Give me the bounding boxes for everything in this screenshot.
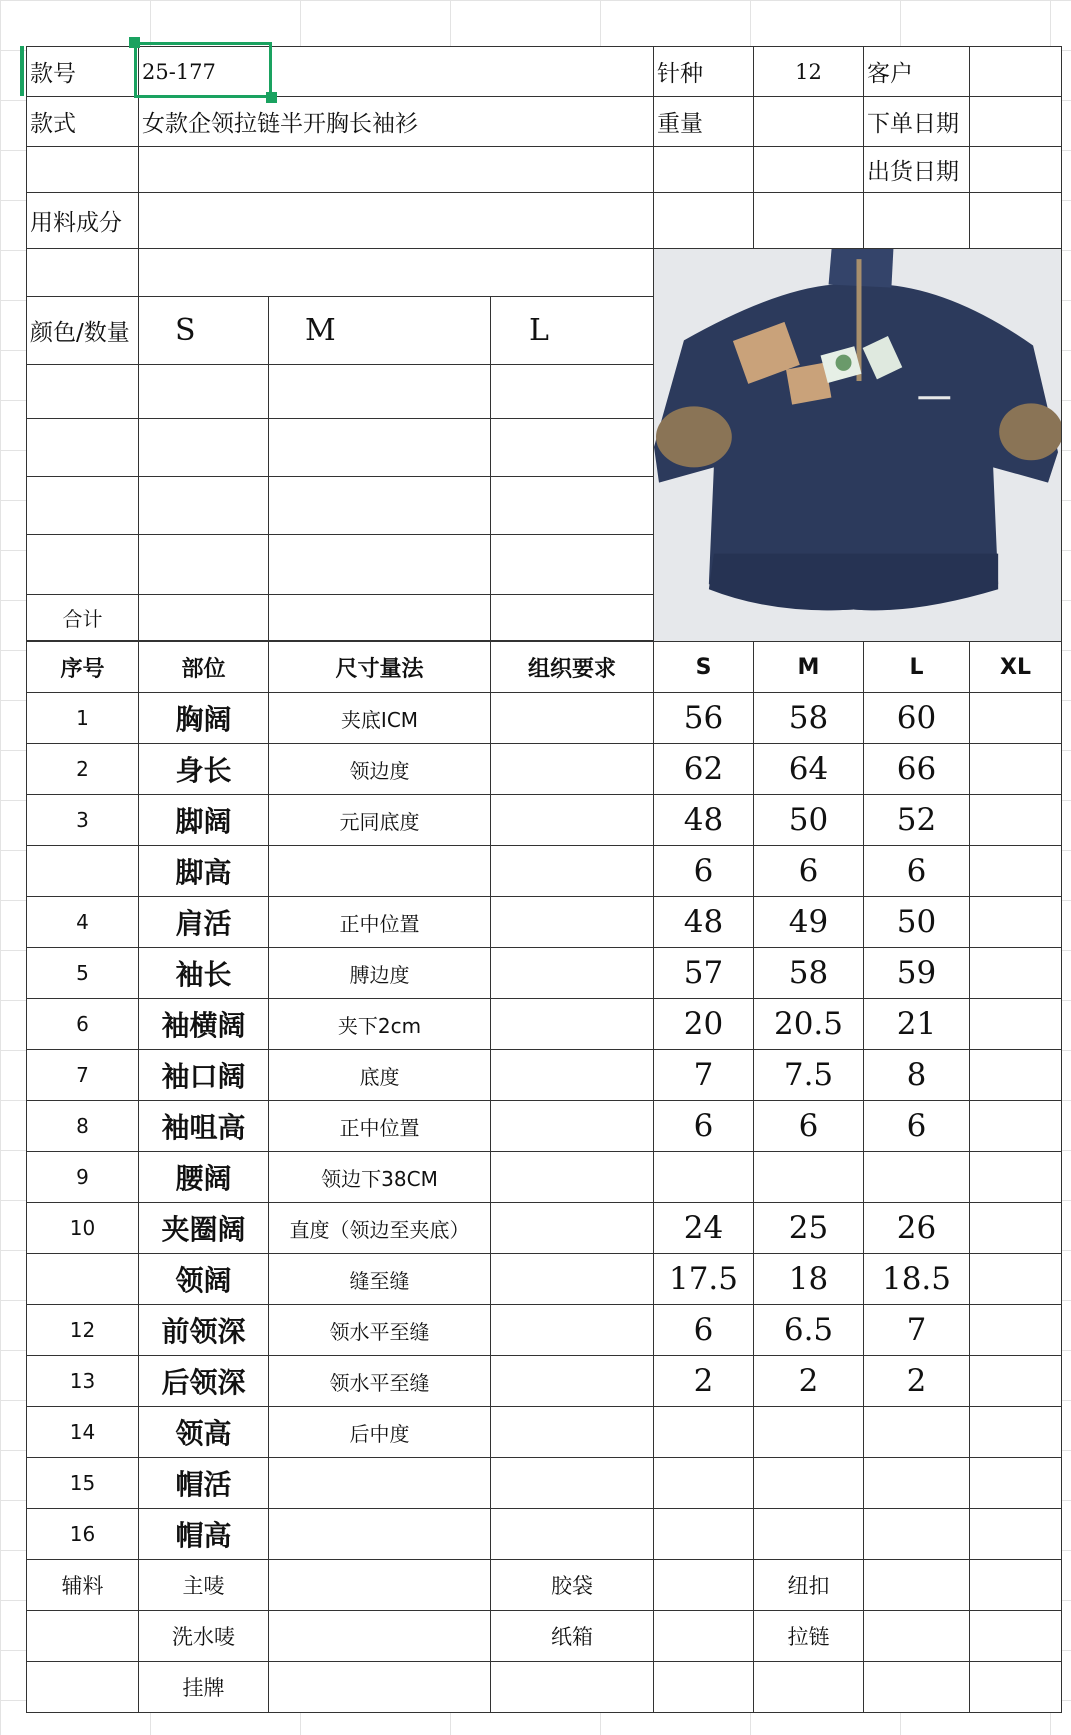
row-no[interactable]: 9	[27, 1152, 139, 1203]
color-cell[interactable]	[27, 419, 139, 477]
accessories-label: 辅料	[27, 1560, 139, 1611]
row-m[interactable]: 6	[754, 1101, 864, 1152]
row-xl[interactable]	[970, 795, 1062, 846]
qty-cell[interactable]	[491, 535, 654, 595]
color-cell[interactable]	[27, 477, 139, 535]
row-knit[interactable]	[491, 1101, 654, 1152]
row-l[interactable]: 21	[864, 999, 970, 1050]
table-row	[27, 1203, 1062, 1254]
material-label: 用料成分	[27, 193, 139, 249]
col-header-xl: XL	[970, 642, 1062, 693]
col-header-m: M	[754, 642, 864, 693]
row-method[interactable]: 领水平至缝	[269, 1305, 491, 1356]
row-l[interactable]: 7	[864, 1305, 970, 1356]
row-part[interactable]: 袖咀高	[139, 1101, 269, 1152]
customer-cell[interactable]	[970, 47, 1062, 97]
table-row	[27, 795, 1062, 846]
blank-cell[interactable]	[27, 249, 139, 297]
blank-cell[interactable]	[970, 1611, 1062, 1662]
table-row	[27, 693, 1062, 744]
ship-date-label: 出货日期	[864, 147, 970, 193]
row-part[interactable]: 袖口阔	[139, 1050, 269, 1101]
poly-bag-cell[interactable]	[654, 1560, 754, 1611]
row-no[interactable]	[27, 1254, 139, 1305]
row-s[interactable]: 17.5	[654, 1254, 754, 1305]
row-l[interactable]	[864, 1458, 970, 1509]
customer-label: 客户	[864, 47, 970, 97]
row-no[interactable]: 7	[27, 1050, 139, 1101]
wash-label-cell[interactable]	[269, 1611, 491, 1662]
row-method[interactable]: 底度	[269, 1050, 491, 1101]
blank-cell[interactable]	[970, 193, 1062, 249]
table-row	[27, 948, 1062, 999]
product-photo	[654, 249, 1062, 642]
row-m[interactable]	[754, 1458, 864, 1509]
row-xl[interactable]	[970, 1356, 1062, 1407]
row-no[interactable]: 10	[27, 1203, 139, 1254]
qty-cell[interactable]	[491, 477, 654, 535]
row-l[interactable]: 26	[864, 1203, 970, 1254]
blank-cell[interactable]	[864, 1662, 970, 1713]
qty-cell[interactable]	[269, 419, 491, 477]
row-l[interactable]: 60	[864, 693, 970, 744]
row-knit[interactable]	[491, 795, 654, 846]
active-row-marker	[20, 46, 24, 96]
row-method[interactable]: 领边下38CM	[269, 1152, 491, 1203]
row-m[interactable]: 6.5	[754, 1305, 864, 1356]
row-knit[interactable]	[491, 846, 654, 897]
row-knit[interactable]	[491, 1152, 654, 1203]
row-s[interactable]: 24	[654, 1203, 754, 1254]
qty-cell[interactable]	[139, 535, 269, 595]
row-part[interactable]: 胸阔	[139, 693, 269, 744]
blank-cell[interactable]	[27, 147, 139, 193]
row-no[interactable]: 3	[27, 795, 139, 846]
color-cell[interactable]	[27, 365, 139, 419]
row-method[interactable]: 元同底度	[269, 795, 491, 846]
row-no[interactable]: 16	[27, 1509, 139, 1560]
hang-tag-cell[interactable]	[269, 1662, 491, 1713]
row-no[interactable]: 5	[27, 948, 139, 999]
qty-cell[interactable]	[269, 535, 491, 595]
row-xl[interactable]	[970, 693, 1062, 744]
row-method[interactable]: 正中位置	[269, 897, 491, 948]
row-m[interactable]	[754, 1509, 864, 1560]
button-cell[interactable]	[864, 1560, 970, 1611]
row-method[interactable]: 夹下2cm	[269, 999, 491, 1050]
row-method[interactable]: 后中度	[269, 1407, 491, 1458]
ship-date-cell[interactable]	[970, 147, 1062, 193]
table-row	[27, 1458, 1062, 1509]
wash-label-item: 洗水唛	[139, 1611, 269, 1662]
blank-cell[interactable]	[27, 1611, 139, 1662]
row-m[interactable]: 49	[754, 897, 864, 948]
material-cell[interactable]	[139, 193, 654, 249]
table-row	[27, 1509, 1062, 1560]
row-m[interactable]: 7.5	[754, 1050, 864, 1101]
row-xl[interactable]	[970, 1509, 1062, 1560]
row-m[interactable]	[754, 1152, 864, 1203]
row-method[interactable]: 领边度	[269, 744, 491, 795]
row-part[interactable]: 帽活	[139, 1458, 269, 1509]
row-s[interactable]: 7	[654, 1050, 754, 1101]
blank-cell[interactable]	[139, 147, 654, 193]
row-knit[interactable]	[491, 1407, 654, 1458]
row-knit[interactable]	[491, 1050, 654, 1101]
row-no[interactable]: 15	[27, 1458, 139, 1509]
col-header-part: 部位	[139, 642, 269, 693]
row-s[interactable]: 48	[654, 795, 754, 846]
blank-cell[interactable]	[754, 147, 864, 193]
style-cell[interactable]: 女款企领拉链半开胸长袖衫	[139, 97, 654, 147]
row-no[interactable]	[27, 846, 139, 897]
row-xl[interactable]	[970, 846, 1062, 897]
order-date-cell[interactable]	[970, 97, 1062, 147]
blank-cell[interactable]	[654, 193, 754, 249]
weight-cell[interactable]	[754, 97, 864, 147]
table-row	[27, 1101, 1062, 1152]
row-no[interactable]: 12	[27, 1305, 139, 1356]
row-part[interactable]: 脚阔	[139, 795, 269, 846]
row-l[interactable]: 2	[864, 1356, 970, 1407]
row-s[interactable]: 48	[654, 897, 754, 948]
row-l[interactable]: 50	[864, 897, 970, 948]
row-m[interactable]: 50	[754, 795, 864, 846]
qty-cell[interactable]	[269, 477, 491, 535]
row-knit[interactable]	[491, 1305, 654, 1356]
col-header-l: L	[864, 642, 970, 693]
row-xl[interactable]	[970, 1203, 1062, 1254]
row-l[interactable]	[864, 1152, 970, 1203]
row-s[interactable]: 57	[654, 948, 754, 999]
gauge-cell[interactable]: 12	[754, 47, 864, 97]
row-method[interactable]	[269, 1509, 491, 1560]
selection-handle-bottom-right[interactable]	[266, 92, 277, 103]
row-xl[interactable]	[970, 897, 1062, 948]
size-m-header: M	[269, 297, 491, 365]
row-m[interactable]: 6	[754, 846, 864, 897]
row-l[interactable]: 6	[864, 846, 970, 897]
row-no[interactable]: 6	[27, 999, 139, 1050]
row-knit[interactable]	[491, 1254, 654, 1305]
row-xl[interactable]	[970, 948, 1062, 999]
row-l[interactable]: 18.5	[864, 1254, 970, 1305]
row-m[interactable]: 2	[754, 1356, 864, 1407]
row-s[interactable]: 56	[654, 693, 754, 744]
carton-cell[interactable]	[654, 1611, 754, 1662]
qty-cell[interactable]	[139, 477, 269, 535]
row-part[interactable]: 袖长	[139, 948, 269, 999]
row-knit[interactable]	[491, 693, 654, 744]
selection-handle-top-left[interactable]	[129, 37, 140, 48]
table-row	[27, 1356, 1062, 1407]
row-l[interactable]: 8	[864, 1050, 970, 1101]
row-knit[interactable]	[491, 1509, 654, 1560]
style-no-label: 款号	[27, 47, 139, 97]
row-s[interactable]	[654, 1407, 754, 1458]
table-row	[27, 1152, 1062, 1203]
main-label-item: 主唛	[139, 1560, 269, 1611]
qty-cell[interactable]	[491, 365, 654, 419]
button-item: 纽扣	[754, 1560, 864, 1611]
total-cell[interactable]	[491, 595, 654, 641]
row-part[interactable]: 夹圈阔	[139, 1203, 269, 1254]
row-l[interactable]: 59	[864, 948, 970, 999]
row-xl[interactable]	[970, 1152, 1062, 1203]
total-cell[interactable]	[139, 595, 269, 641]
row-xl[interactable]	[970, 1458, 1062, 1509]
table-row	[27, 999, 1062, 1050]
gauge-label: 针种	[654, 47, 754, 97]
order-date-label: 下单日期	[864, 97, 970, 147]
row-l[interactable]	[864, 1407, 970, 1458]
row-s[interactable]	[654, 1152, 754, 1203]
row-method[interactable]	[269, 1458, 491, 1509]
spec-sheet-table	[26, 46, 1062, 1713]
row-l[interactable]: 66	[864, 744, 970, 795]
blank-cell[interactable]	[27, 1662, 139, 1713]
row-m[interactable]: 64	[754, 744, 864, 795]
col-header-knit: 组织要求	[491, 642, 654, 693]
row-m[interactable]: 25	[754, 1203, 864, 1254]
row-l[interactable]: 52	[864, 795, 970, 846]
table-row	[27, 1305, 1062, 1356]
blank-cell[interactable]	[139, 249, 654, 297]
row-l[interactable]: 6	[864, 1101, 970, 1152]
row-knit[interactable]	[491, 897, 654, 948]
row-no[interactable]: 4	[27, 897, 139, 948]
size-l-header: L	[491, 297, 654, 365]
row-xl[interactable]	[970, 1254, 1062, 1305]
row-method[interactable]: 夹底ICM	[269, 693, 491, 744]
row-knit[interactable]	[491, 1458, 654, 1509]
blank-cell[interactable]	[654, 1662, 754, 1713]
row-method[interactable]	[269, 846, 491, 897]
total-label: 合计	[27, 595, 139, 641]
table-row	[27, 1050, 1062, 1101]
row-m[interactable]: 58	[754, 948, 864, 999]
row-s[interactable]: 6	[654, 1305, 754, 1356]
sweater-illustration	[654, 249, 1061, 641]
row-xl[interactable]	[970, 1101, 1062, 1152]
blank-cell[interactable]	[491, 1662, 654, 1713]
row-part[interactable]: 前领深	[139, 1305, 269, 1356]
row-m[interactable]: 58	[754, 693, 864, 744]
weight-label: 重量	[654, 97, 754, 147]
style-label: 款式	[27, 97, 139, 147]
row-knit[interactable]	[491, 1203, 654, 1254]
row-m[interactable]	[754, 1407, 864, 1458]
row-m[interactable]: 18	[754, 1254, 864, 1305]
zipper-item: 拉链	[754, 1611, 864, 1662]
row-s[interactable]: 62	[654, 744, 754, 795]
row-part[interactable]: 帽高	[139, 1509, 269, 1560]
row-xl[interactable]	[970, 1407, 1062, 1458]
qty-cell[interactable]	[139, 419, 269, 477]
row-part[interactable]: 腰阔	[139, 1152, 269, 1203]
row-knit[interactable]	[491, 999, 654, 1050]
row-s[interactable]: 6	[654, 1101, 754, 1152]
qty-cell[interactable]	[269, 365, 491, 419]
row-part[interactable]: 脚高	[139, 846, 269, 897]
sweater-photo	[654, 249, 1061, 641]
blank-cell[interactable]	[970, 1662, 1062, 1713]
table-row	[27, 846, 1062, 897]
blank-cell[interactable]	[754, 1662, 864, 1713]
total-cell[interactable]	[269, 595, 491, 641]
zipper-cell[interactable]	[864, 1611, 970, 1662]
blank-cell[interactable]	[970, 1560, 1062, 1611]
size-s-header: S	[139, 297, 269, 365]
color-cell[interactable]	[27, 535, 139, 595]
col-header-no: 序号	[27, 642, 139, 693]
row-no[interactable]: 8	[27, 1101, 139, 1152]
row-no[interactable]: 13	[27, 1356, 139, 1407]
row-s[interactable]: 2	[654, 1356, 754, 1407]
table-row	[27, 1407, 1062, 1458]
row-part[interactable]: 后领深	[139, 1356, 269, 1407]
row-l[interactable]	[864, 1509, 970, 1560]
col-header-method: 尺寸量法	[269, 642, 491, 693]
row-no[interactable]: 2	[27, 744, 139, 795]
hang-tag-item: 挂牌	[139, 1662, 269, 1713]
row-xl[interactable]	[970, 1050, 1062, 1101]
qty-cell[interactable]	[139, 365, 269, 419]
blank-cell[interactable]	[754, 193, 864, 249]
row-no[interactable]: 1	[27, 693, 139, 744]
row-method[interactable]: 膊边度	[269, 948, 491, 999]
main-label-cell[interactable]	[269, 1560, 491, 1611]
blank-cell[interactable]	[864, 193, 970, 249]
row-knit[interactable]	[491, 948, 654, 999]
row-no[interactable]: 14	[27, 1407, 139, 1458]
row-m[interactable]: 20.5	[754, 999, 864, 1050]
carton-item: 纸箱	[491, 1611, 654, 1662]
row-knit[interactable]	[491, 744, 654, 795]
table-row	[27, 897, 1062, 948]
color-qty-label: 颜色/数量	[27, 297, 139, 365]
poly-bag-item: 胶袋	[491, 1560, 654, 1611]
style-no-cell[interactable]: 25-177	[139, 47, 654, 97]
row-xl[interactable]	[970, 1305, 1062, 1356]
row-xl[interactable]	[970, 744, 1062, 795]
row-part[interactable]: 肩活	[139, 897, 269, 948]
row-xl[interactable]	[970, 999, 1062, 1050]
row-method[interactable]: 缝至缝	[269, 1254, 491, 1305]
qty-cell[interactable]	[491, 419, 654, 477]
row-method[interactable]: 直度（领边至夹底）	[269, 1203, 491, 1254]
row-s[interactable]	[654, 1458, 754, 1509]
row-s[interactable]	[654, 1509, 754, 1560]
row-part[interactable]: 领高	[139, 1407, 269, 1458]
col-header-s: S	[654, 642, 754, 693]
row-knit[interactable]	[491, 1356, 654, 1407]
row-method[interactable]: 正中位置	[269, 1101, 491, 1152]
table-row	[27, 744, 1062, 795]
row-s[interactable]: 20	[654, 999, 754, 1050]
table-row	[27, 1254, 1062, 1305]
row-method[interactable]: 领水平至缝	[269, 1356, 491, 1407]
row-part[interactable]: 领阔	[139, 1254, 269, 1305]
blank-cell[interactable]	[654, 147, 754, 193]
row-part[interactable]: 身长	[139, 744, 269, 795]
row-s[interactable]: 6	[654, 846, 754, 897]
row-part[interactable]: 袖横阔	[139, 999, 269, 1050]
